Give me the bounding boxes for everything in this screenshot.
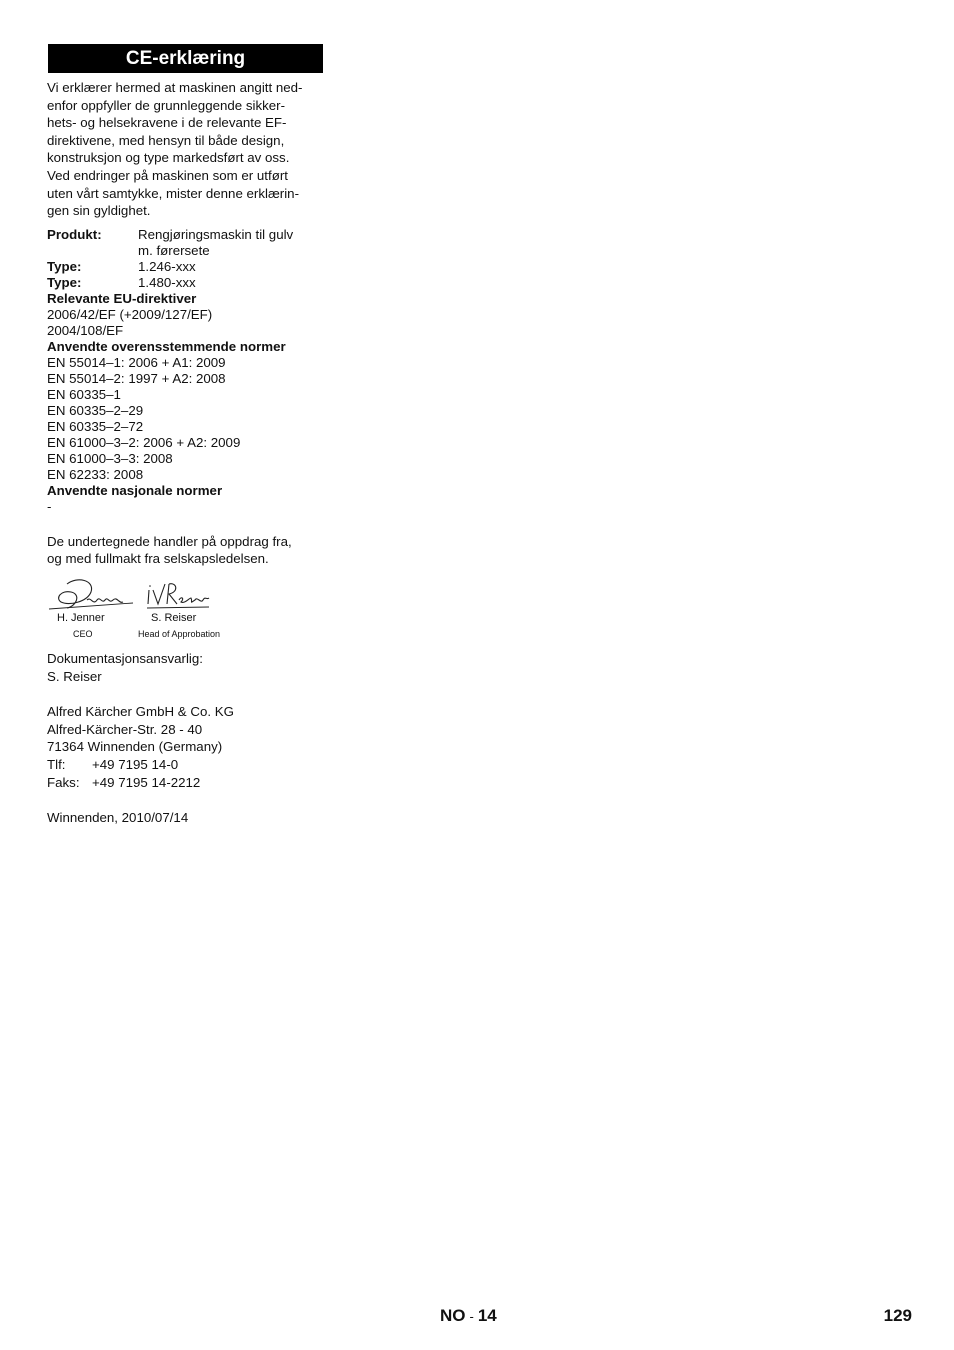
company-city: 71364 Winnenden (Germany) xyxy=(47,739,223,755)
phone-number: +49 7195 14-0 xyxy=(92,756,179,772)
mandate-paragraph xyxy=(47,533,323,568)
type-label: Type: xyxy=(47,274,82,290)
company-name: Alfred Kärcher GmbH & Co. KG xyxy=(47,704,234,720)
product-label: Produkt: xyxy=(47,226,102,242)
national-heading: Anvendte nasjonale normer xyxy=(47,482,223,498)
directive-item: 2006/42/EF (+2009/127/EF) xyxy=(47,306,213,322)
mandate-line: og med fullmakt fra selskapsledelsen. xyxy=(47,551,269,567)
signatory-name: H. Jenner xyxy=(57,611,105,624)
intro-line: Vi erklærer hermed at maskinen angitt ned- xyxy=(47,80,303,95)
signature-jenner xyxy=(47,576,135,639)
norm-item: EN 55014–1: 2006 + A1: 2009 xyxy=(47,354,226,370)
norm-item: EN 60335–2–29 xyxy=(47,402,144,418)
type-value: 1.246-xxx xyxy=(138,258,196,274)
fax-number: +49 7195 14-2212 xyxy=(92,774,201,790)
phone-row xyxy=(47,756,323,774)
signature-reiser xyxy=(138,576,221,639)
type-row xyxy=(47,275,323,291)
product-info xyxy=(47,227,323,515)
page-number: 129 xyxy=(883,1306,912,1325)
documentation-block xyxy=(47,650,323,685)
norm-item: EN 61000–3–2: 2006 + A2: 2009 xyxy=(47,434,241,450)
mandate-line: De undertegnede handler på oppdrag fra, xyxy=(47,533,292,549)
company-address xyxy=(47,703,323,791)
norm-item: EN 61000–3–3: 2008 xyxy=(47,450,173,466)
type-label: Type: xyxy=(47,258,82,274)
declaration-column xyxy=(47,44,323,827)
fax-row xyxy=(47,774,323,792)
signatory-role: Head of Approbation xyxy=(138,628,221,639)
intro-line: konstruksjon og type markedsført av oss. xyxy=(47,150,290,166)
place-date: Winnenden, 2010/07/14 xyxy=(47,810,189,826)
intro-line: enfor oppfyller de grunnleggende sikker- xyxy=(47,97,286,113)
signatory-name: S. Reiser xyxy=(151,611,197,624)
intro-paragraph xyxy=(47,79,323,220)
product-value-line: Rengjøringsmaskin til gulv xyxy=(138,226,294,242)
phone-label: Tlf: xyxy=(47,756,66,772)
section-title: CE-erklæring xyxy=(48,44,323,73)
footer-lang: NO xyxy=(440,1306,466,1325)
product-value-line: m. førersete xyxy=(138,242,210,258)
norm-item: EN 60335–2–72 xyxy=(47,418,144,434)
norm-item: EN 62233: 2008 xyxy=(47,466,144,482)
national-value: - xyxy=(47,498,52,514)
type-value: 1.480-xxx xyxy=(138,274,196,290)
signature-block xyxy=(47,576,323,640)
documentation-name: S. Reiser xyxy=(47,668,102,684)
intro-line: uten vårt samtykke, mister denne erklærin- xyxy=(47,185,299,201)
intro-line: hets- og helsekravene i de relevante EF- xyxy=(47,115,287,131)
footer-section-code xyxy=(440,1306,497,1326)
intro-line: direktivene, med hensyn til både design, xyxy=(47,132,285,148)
directive-item: 2004/108/EF xyxy=(47,322,124,338)
product-row xyxy=(47,227,323,259)
intro-line: gen sin gyldighet. xyxy=(47,203,151,219)
directives-heading: Relevante EU-direktiver xyxy=(47,290,197,306)
norm-item: EN 55014–2: 1997 + A2: 2008 xyxy=(47,370,226,386)
documentation-label: Dokumentasjonsansvarlig: xyxy=(47,650,203,666)
footer-dash: - xyxy=(469,1309,474,1324)
norm-item: EN 60335–1 xyxy=(47,386,121,402)
product-value xyxy=(138,227,323,259)
type-row xyxy=(47,259,323,275)
company-street: Alfred-Kärcher-Str. 28 - 40 xyxy=(47,721,203,737)
intro-line: Ved endringer på maskinen som er utført xyxy=(47,167,288,183)
signatory-role: CEO xyxy=(73,628,93,639)
footer-section: 14 xyxy=(477,1306,497,1325)
harmonized-heading: Anvendte overensstemmende normer xyxy=(47,338,286,354)
fax-label: Faks: xyxy=(47,774,80,790)
